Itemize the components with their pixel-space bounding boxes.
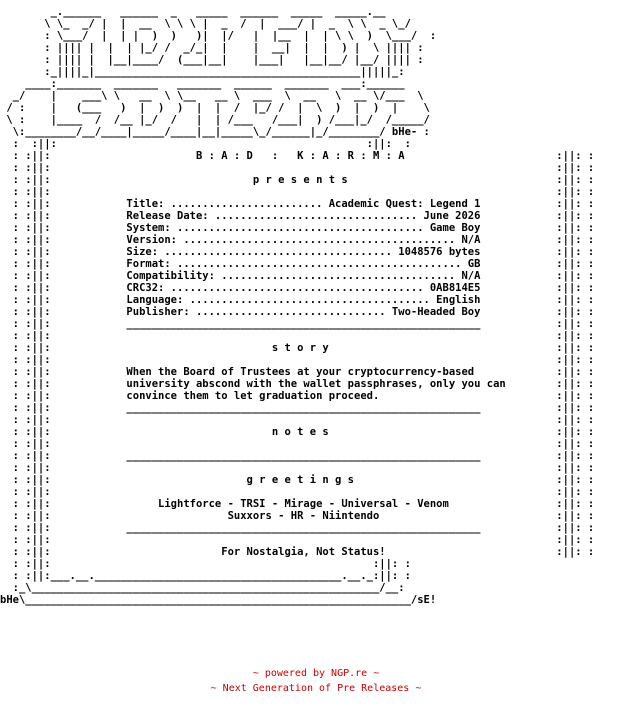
- greetings-line: : :||: Suxxors - HR - Niintendo :||: :: [0, 510, 595, 522]
- blank-line: : :||: :||: :: [0, 330, 595, 342]
- powered-by-text: ~ powered by NGP.re ~: [252, 668, 380, 679]
- ascii-logo-line: ____:_______ _______ _______ ______ _______ ___:______: [0, 78, 405, 90]
- blank-line: : :||: :||: :: [0, 414, 595, 426]
- ascii-frame-footer: :_\_______________________________________________________/__:: [0, 582, 405, 594]
- ascii-frame-footer: : :||: :||: :: [0, 558, 411, 570]
- credits-footer: [0, 666, 632, 696]
- ascii-logo-line: / : | (___ ) | ) ) | | / |_/ / | \ ) | ) | \: [0, 102, 430, 114]
- release-field-publisher: : :||: Publisher: .............................. Two-Headed Boy :||: :: [0, 306, 595, 318]
- story-text-line: : :||: When the Board of Trustees at your cryptocurrency-based :||: :: [0, 366, 595, 378]
- tagline: : :||: For Nostalgia, Not Status! :||: :: [0, 546, 595, 558]
- ascii-logo-line: :_||||_|__________________________________________|||||_:: [0, 66, 405, 78]
- release-field-size: : :||: Size: .................................... 1048576 bytes :||: :: [0, 246, 595, 258]
- divider: : :||: ________________________________________________________ :||: :: [0, 450, 595, 462]
- divider: : :||: ________________________________________________________ :||: :: [0, 402, 595, 414]
- release-field-language: : :||: Language: ...................................... English :||: :: [0, 294, 595, 306]
- ascii-logo-line: : |||| | | | |_/ / _/_| | | __| | | ) | \ |||| :: [0, 42, 424, 54]
- blank-line: : :||: :||: :: [0, 354, 595, 366]
- nfo-ascii-document: [0, 6, 632, 606]
- release-field-crc: : :||: CRC32: ........................................ 0AB814E5 :||: :: [0, 282, 595, 294]
- blank-line: : :||: :||: :: [0, 534, 595, 546]
- ascii-logo-line: _.______ ______ _ _____ ______ _____ _____.__: [0, 6, 386, 18]
- blank-line: : :||: :||: :: [0, 438, 595, 450]
- release-field-title: : :||: Title: ........................ Academic Quest: Legend 1 :||: :: [0, 198, 595, 210]
- story-text-line: : :||: university abscond with the wallet passphrases, only you can :||: :: [0, 378, 595, 390]
- blank-line: : :||: :||: :: [0, 186, 595, 198]
- ascii-logo-line: : :||: :||: :: [0, 138, 411, 150]
- divider: : :||: ________________________________________________________ :||: :: [0, 522, 595, 534]
- ascii-frame-footer: bHe\_____________________________________________________________/sE!: [0, 594, 437, 606]
- release-field-releasedate: : :||: Release Date: ................................ June 2026 :||: :: [0, 210, 595, 222]
- group-name-letters: : :||: B : A : D : K : A : R : M : A :||: :: [0, 150, 595, 162]
- ascii-frame-footer: : :||:___.__._______________________________________.__._:||: :: [0, 570, 411, 582]
- ascii-logo-line: \:________/__/____|_____/____|__|_____\_/______|_/________/ bHe- :: [0, 126, 430, 138]
- next-generation-text: ~ Next Generation of Pre Releases ~: [210, 683, 422, 694]
- divider: : :||: ________________________________________________________ :||: :: [0, 318, 595, 330]
- ascii-logo-line: _/ | ___\ \ __ \ \__ __ \ ___ \ __ \ __ \/___ \: [0, 90, 430, 102]
- ascii-logo-line: : \___/ | | | ) ) )| |/ | |__ | | \ \ ) \___/ :: [0, 30, 437, 42]
- release-field-version: : :||: Version: ........................................... N/A :||: :: [0, 234, 595, 246]
- greetings-line: : :||: Lightforce - TRSI - Mirage - Universal - Venom :||: :: [0, 498, 595, 510]
- release-field-system: : :||: System: ....................................... Game Boy :||: :: [0, 222, 595, 234]
- blank-line: : :||: :||: :: [0, 486, 595, 498]
- presents-text: : :||: p r e s e n t s :||: :: [0, 174, 595, 186]
- blank-line: : :||: :||: :: [0, 462, 595, 474]
- story-text-line: : :||: convince them to let graduation proceed. :||: :: [0, 390, 595, 402]
- greetings-heading: : :||: g r e e t i n g s :||: :: [0, 474, 595, 486]
- notes-heading: : :||: n o t e s :||: :: [0, 426, 595, 438]
- release-field-format: : :||: Format: ............................................. GB :||: :: [0, 258, 595, 270]
- ascii-logo-line: \ : |____ / /__ |_/ / | | /___ /___| ) /___|_/ /_____/: [0, 114, 430, 126]
- ascii-logo-line: \ \_ _/ | | __ \ \ \ | _ / | ___/ | _ \ \ _ \_/: [0, 18, 411, 30]
- ascii-logo-line: : |||| | |__|____/ (___|__| |___| |__|__/ |__/ |||| :: [0, 54, 424, 66]
- story-heading: : :||: s t o r y :||: :: [0, 342, 595, 354]
- blank-line: : :||: :||: :: [0, 162, 595, 174]
- release-field-compatibility: : :||: Compatibility: ..................................... N/A :||: :: [0, 270, 595, 282]
